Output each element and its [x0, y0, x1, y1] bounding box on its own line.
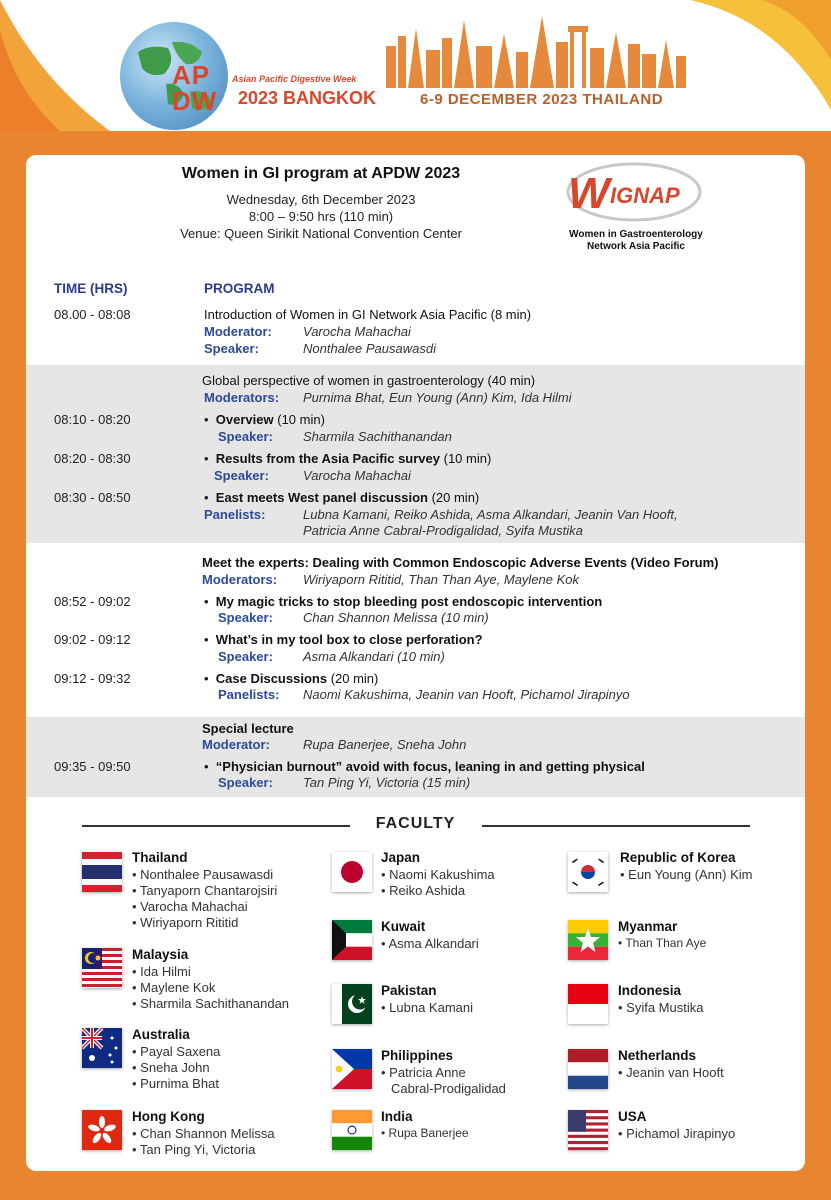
event-banner: [0, 0, 831, 131]
faculty-member: • Tan Ping Yi, Victoria: [132, 1142, 256, 1157]
faculty-member: • Sharmila Sachithanandan: [132, 996, 290, 1011]
faculty-member: • Wiriyaporn Rititid: [132, 915, 239, 930]
session4-time: 09:35 - 09:50: [54, 759, 131, 774]
japan-flag-icon: [332, 852, 372, 892]
faculty-member: • Nonthalee Pausawasdi: [132, 867, 274, 882]
s3-item1-title: • My magic tricks to stop bleeding post endoscopic intervention: [204, 594, 603, 609]
faculty-member: • Chan Shannon Melissa: [132, 1126, 275, 1141]
s3-item2-title: • What’s in my tool box to close perforation?: [204, 632, 483, 647]
panelists-label: Panelists:: [218, 687, 280, 702]
country-myanmar: Myanmar: [618, 919, 678, 934]
faculty-member: • Payal Saxena: [132, 1044, 221, 1059]
s2-item1-speaker: Sharmila Sachithanandan: [303, 429, 452, 444]
country-pakistan: Pakistan: [381, 983, 437, 998]
session3-moderators: Wiriyaporn Rititid, Than Than Aye, Maylene Kok: [303, 572, 580, 587]
s3-item3-time: 09:12 - 09:32: [54, 671, 131, 686]
s2-item2-speaker: Varocha Mahachai: [303, 468, 411, 483]
country-republic-of-korea: Republic of Korea: [620, 850, 736, 865]
venue-line: Venue: Queen Sirikit National Convention Center: [180, 226, 462, 241]
session2-moderators: Purnima Bhat, Eun Young (Ann) Kim, Ida Hilmi: [303, 390, 572, 405]
s2-item1-title: • Overview (10 min): [204, 412, 325, 427]
speaker-label: Speaker:: [218, 429, 273, 444]
netherlands-flag-icon: [568, 1049, 608, 1089]
page-title: Women in GI program at APDW 2023: [181, 165, 461, 182]
country-usa: USA: [618, 1109, 647, 1124]
australia-flag-icon: [82, 1028, 122, 1068]
session4-speaker: Tan Ping Yi, Victoria (15 min): [303, 775, 471, 790]
faculty-member: • Asma Alkandari: [381, 936, 479, 951]
s3-item2-time: 09:02 - 09:12: [54, 632, 131, 647]
logo-dw: DW: [172, 86, 218, 116]
program-card: [26, 155, 805, 1171]
session1-speaker: Nonthalee Pausawasdi: [303, 341, 436, 356]
s3-item3-title: • Case Discussions (20 min): [204, 671, 379, 686]
faculty-member: • Syifa Mustika: [618, 1000, 704, 1015]
session1-title: Introduction of Women in GI Network Asia Pacific (8 min): [204, 307, 532, 322]
faculty-member: • Tanyaporn Chantarojsiri: [132, 883, 278, 898]
session4-talk: • “Physician burnout” avoid with focus, leaning in and getting physical: [204, 759, 645, 774]
faculty-member: Cabral-Prodigalidad: [391, 1081, 506, 1096]
usa-flag-icon: [568, 1110, 608, 1150]
speaker-label: Speaker:: [218, 775, 273, 790]
s2-item2-title: • Results from the Asia Pacific survey (10 min): [204, 451, 492, 466]
hong-kong-flag-icon: [82, 1110, 122, 1150]
date-line: Wednesday, 6th December 2023: [226, 192, 416, 207]
country-malaysia: Malaysia: [132, 947, 189, 962]
country-netherlands: Netherlands: [618, 1048, 697, 1063]
time-line: 8:00 – 9:50 hrs (110 min): [248, 209, 394, 224]
faculty-member: • Eun Young (Ann) Kim: [620, 867, 753, 882]
s2-item3-time: 08:30 - 08:50: [54, 490, 131, 505]
faculty-member: • Naomi Kakushima: [381, 867, 495, 882]
country-hong-kong: Hong Kong: [132, 1109, 205, 1124]
faculty-member: • Lubna Kamani: [381, 1000, 474, 1015]
session4-moderator: Rupa Banerjee, Sneha John: [303, 737, 467, 752]
country-kuwait: Kuwait: [381, 919, 426, 934]
wignap-logo: [562, 158, 712, 228]
moderators-label: Moderators:: [204, 390, 280, 405]
korea-flag-icon: [568, 852, 608, 892]
col-program-header: PROGRAM: [204, 281, 275, 296]
thailand-flag-icon: [82, 852, 122, 892]
event-dates: 6-9 DECEMBER 2023 THAILAND: [420, 91, 664, 108]
faculty-member: • Sneha John: [132, 1060, 210, 1075]
faculty-member: • Ida Hilmi: [132, 964, 191, 979]
s2-item1-time: 08:10 - 08:20: [54, 412, 131, 427]
s3-item2-speaker: Asma Alkandari (10 min): [303, 649, 445, 664]
s3-item3-panelists: Naomi Kakushima, Jeanin van Hooft, Pichamol Jirapinyo: [303, 687, 630, 702]
country-indonesia: Indonesia: [618, 983, 682, 998]
s3-item1-speaker: Chan Shannon Melissa (10 min): [303, 610, 489, 625]
s3-item1-time: 08:52 - 09:02: [54, 594, 131, 609]
moderator-label: Moderator:: [204, 324, 272, 339]
wignap-wordmark: IGNAP: [610, 183, 680, 208]
session2-title: Global perspective of women in gastroenterology (40 min): [202, 373, 536, 388]
indonesia-flag-icon: [568, 984, 608, 1024]
faculty-member: • Purnima Bhat: [132, 1076, 219, 1091]
faculty-member: • Than Than Aye: [618, 936, 707, 950]
country-australia: Australia: [132, 1027, 190, 1042]
faculty-member: • Varocha Mahachai: [132, 899, 248, 914]
s2-item2-time: 08:20 - 08:30: [54, 451, 131, 466]
s2-item3-title: • East meets West panel discussion (20 min): [204, 490, 480, 505]
panelists-label: Panelists:: [204, 507, 266, 522]
speaker-label: Speaker:: [218, 610, 273, 625]
speaker-label: Speaker:: [214, 468, 269, 483]
country-thailand: Thailand: [132, 850, 188, 865]
country-japan: Japan: [381, 850, 421, 865]
session1-time: 08.00 - 08:08: [54, 307, 131, 322]
faculty-member: • Patricia Anne: [381, 1065, 466, 1080]
s2-item3-panelists-cont: Patricia Anne Cabral-Prodigalidad, Syifa Mustika: [303, 523, 583, 538]
kuwait-flag-icon: [332, 920, 372, 960]
speaker-label: Speaker:: [218, 649, 273, 664]
session1-moderator: Varocha Mahachai: [303, 324, 411, 339]
country-india: India: [381, 1109, 413, 1124]
malaysia-flag-icon: [82, 948, 122, 988]
moderators-label: Moderators:: [202, 572, 278, 587]
country-philippines: Philippines: [381, 1048, 454, 1063]
faculty-member: • Jeanin van Hooft: [618, 1065, 724, 1080]
faculty-member: • Rupa Banerjee: [381, 1126, 469, 1140]
s2-item3-panelists: Lubna Kamani, Reiko Ashida, Asma Alkandari, Jeanin Van Hooft,: [303, 507, 678, 522]
event-year: 2023 BANGKOK: [238, 88, 377, 108]
session4-title: Special lecture: [202, 721, 294, 736]
faculty-divider-right: [482, 825, 750, 827]
speaker-label: Speaker:: [204, 341, 259, 356]
logo-ap: AP: [172, 60, 211, 90]
col-time-header: TIME (HRS): [54, 281, 128, 296]
svg-text:W: W: [568, 169, 610, 218]
moderator-label: Moderator:: [202, 737, 270, 752]
india-flag-icon: [332, 1110, 372, 1150]
bangkok-skyline-icon: [386, 16, 686, 88]
myanmar-flag-icon: [568, 920, 608, 960]
faculty-member: • Reiko Ashida: [381, 883, 466, 898]
wignap-caption: Women in Gastroenterology Network Asia Pacific: [569, 229, 703, 252]
faculty-member: • Maylene Kok: [132, 980, 216, 995]
session3-title: Meet the experts: Dealing with Common Endoscopic Adverse Events (Video Forum): [202, 555, 719, 570]
philippines-flag-icon: [332, 1049, 372, 1089]
faculty-title: FACULTY: [375, 815, 456, 832]
pakistan-flag-icon: [332, 984, 372, 1024]
event-name: Asian Pacific Digestive Week: [232, 74, 357, 84]
faculty-member: • Pichamol Jirapinyo: [618, 1126, 736, 1141]
